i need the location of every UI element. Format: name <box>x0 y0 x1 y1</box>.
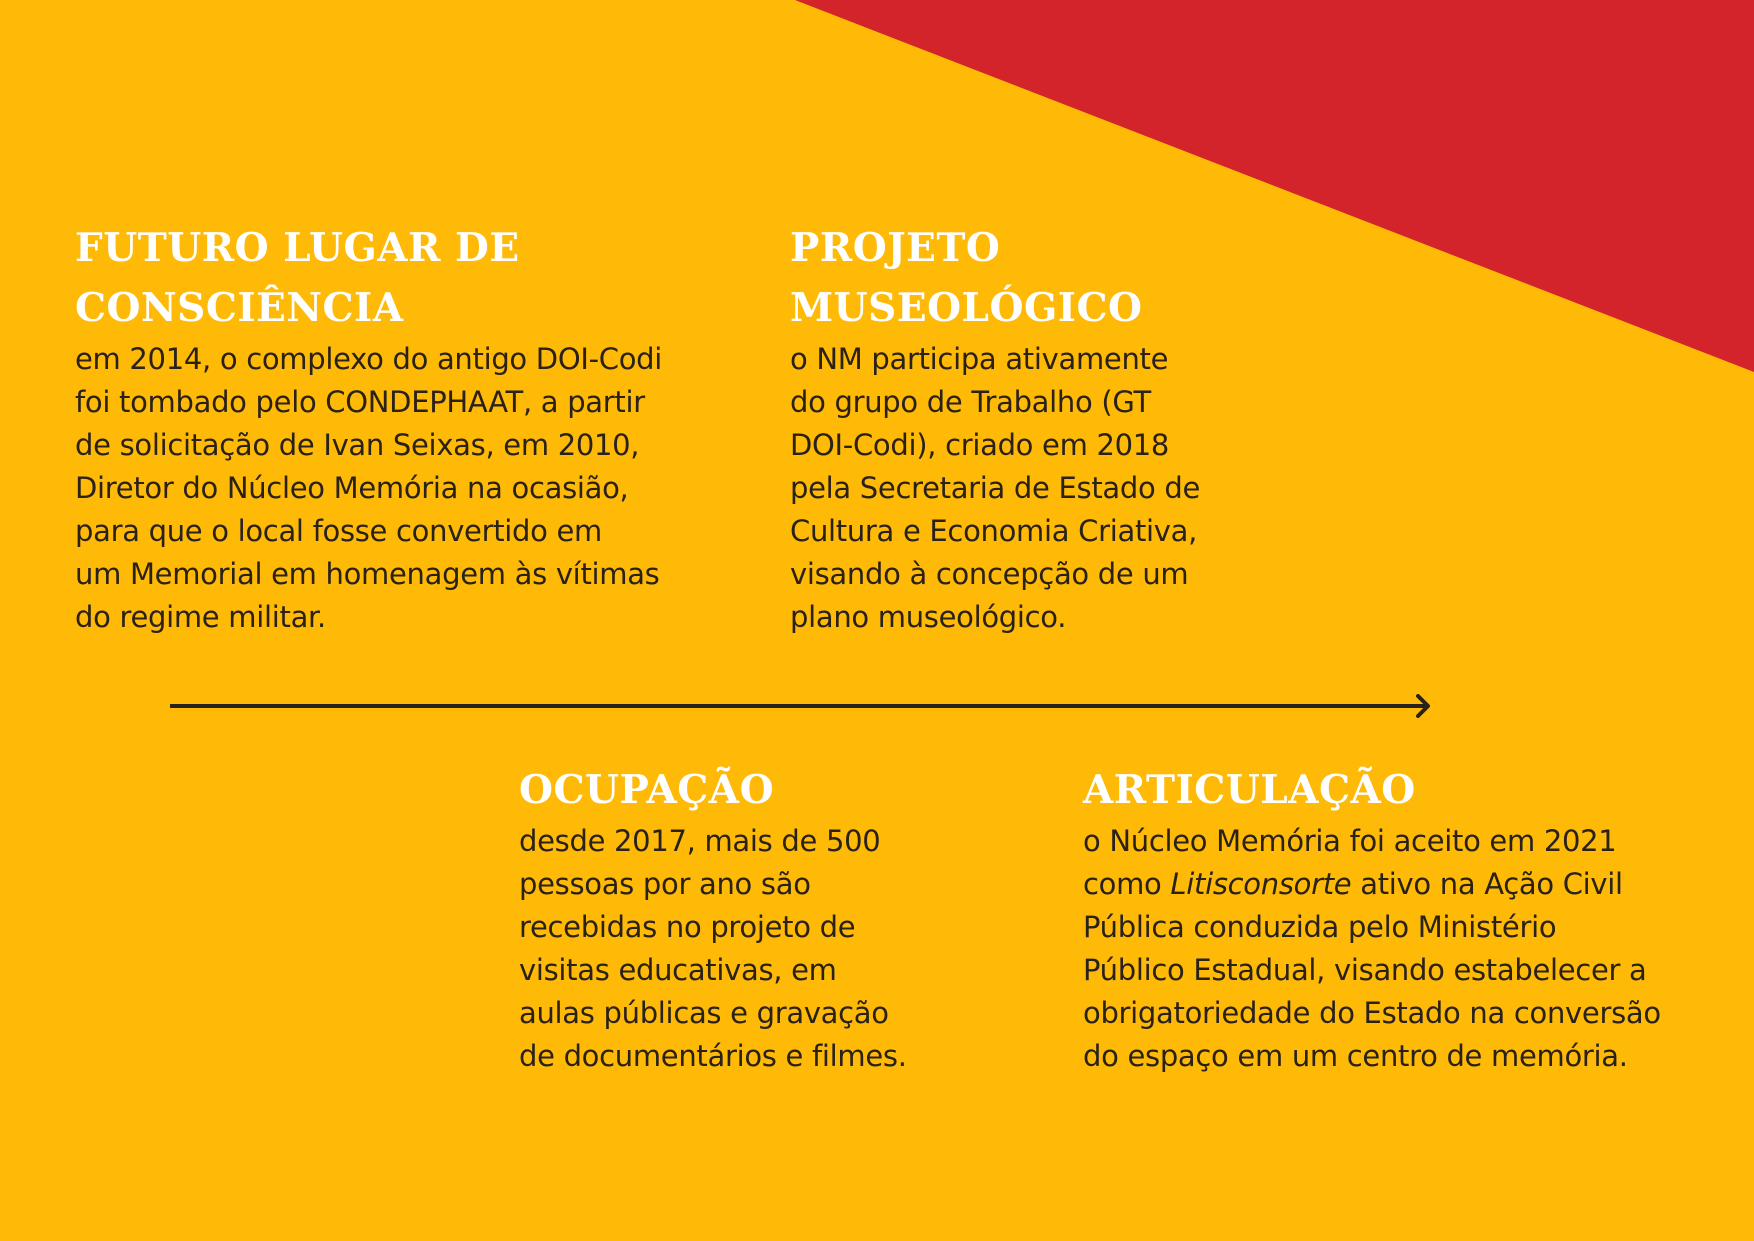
body-text: ativo na Ação Civil <box>1351 867 1623 901</box>
body-line: visando à concepção de um <box>790 557 1189 591</box>
body-line: do grupo de Trabalho (GT <box>790 385 1151 419</box>
section-body <box>1083 820 1661 1078</box>
body-line: Diretor do Núcleo Memória na ocasião, <box>75 471 629 505</box>
section-futuro-lugar <box>75 218 662 639</box>
section-projeto-museologico <box>790 218 1200 639</box>
section-title <box>75 218 662 338</box>
body-line: recebidas no projeto de <box>519 910 856 944</box>
body-line: de documentários e filmes. <box>519 1039 907 1073</box>
body-line: o NM participa ativamente <box>790 342 1169 376</box>
section-title <box>1083 760 1661 820</box>
section-ocupacao <box>519 760 907 1078</box>
body-line: obrigatoriedade do Estado na conversão <box>1083 996 1661 1030</box>
section-title <box>790 218 1200 338</box>
body-line: plano museológico. <box>790 600 1067 634</box>
body-line: DOI-Codi), criado em 2018 <box>790 428 1170 462</box>
section-body <box>519 820 907 1078</box>
body-line: um Memorial em homenagem às vítimas <box>75 557 660 591</box>
body-line: foi tombado pelo CONDEPHAAT, a partir <box>75 385 645 419</box>
title-line: FUTURO LUGAR DE <box>75 225 520 271</box>
section-body <box>75 338 662 639</box>
body-line: Pública conduzida pelo Ministério <box>1083 910 1557 944</box>
body-line: pessoas por ano são <box>519 867 811 901</box>
italic-term: Litisconsorte <box>1170 867 1352 901</box>
section-body <box>790 338 1200 639</box>
title-line: PROJETO <box>790 225 1001 271</box>
title-line: ARTICULAÇÃO <box>1083 767 1416 813</box>
body-line: do regime militar. <box>75 600 326 634</box>
body-text: como <box>1083 867 1171 901</box>
body-line: do espaço em um centro de memória. <box>1083 1039 1628 1073</box>
body-line: Público Estadual, visando estabelecer a <box>1083 953 1647 987</box>
body-line: visitas educativas, em <box>519 953 837 987</box>
body-line: aulas públicas e gravação <box>519 996 889 1030</box>
title-line: OCUPAÇÃO <box>519 767 775 813</box>
body-line: para que o local fosse convertido em <box>75 514 603 548</box>
body-line: Cultura e Economia Criativa, <box>790 514 1198 548</box>
body-line: desde 2017, mais de 500 <box>519 824 881 858</box>
body-line: pela Secretaria de Estado de <box>790 471 1200 505</box>
body-line: em 2014, o complexo do antigo DOI-Codi <box>75 342 663 376</box>
timeline-arrow-icon <box>170 694 1436 718</box>
body-line: o Núcleo Memória foi aceito em 2021 <box>1083 824 1617 858</box>
section-title <box>519 760 907 820</box>
title-line: CONSCIÊNCIA <box>75 285 404 331</box>
title-line: MUSEOLÓGICO <box>790 285 1143 331</box>
body-line: de solicitação de Ivan Seixas, em 2010, <box>75 428 640 462</box>
section-articulacao <box>1083 760 1661 1078</box>
body-line <box>1083 863 1661 906</box>
